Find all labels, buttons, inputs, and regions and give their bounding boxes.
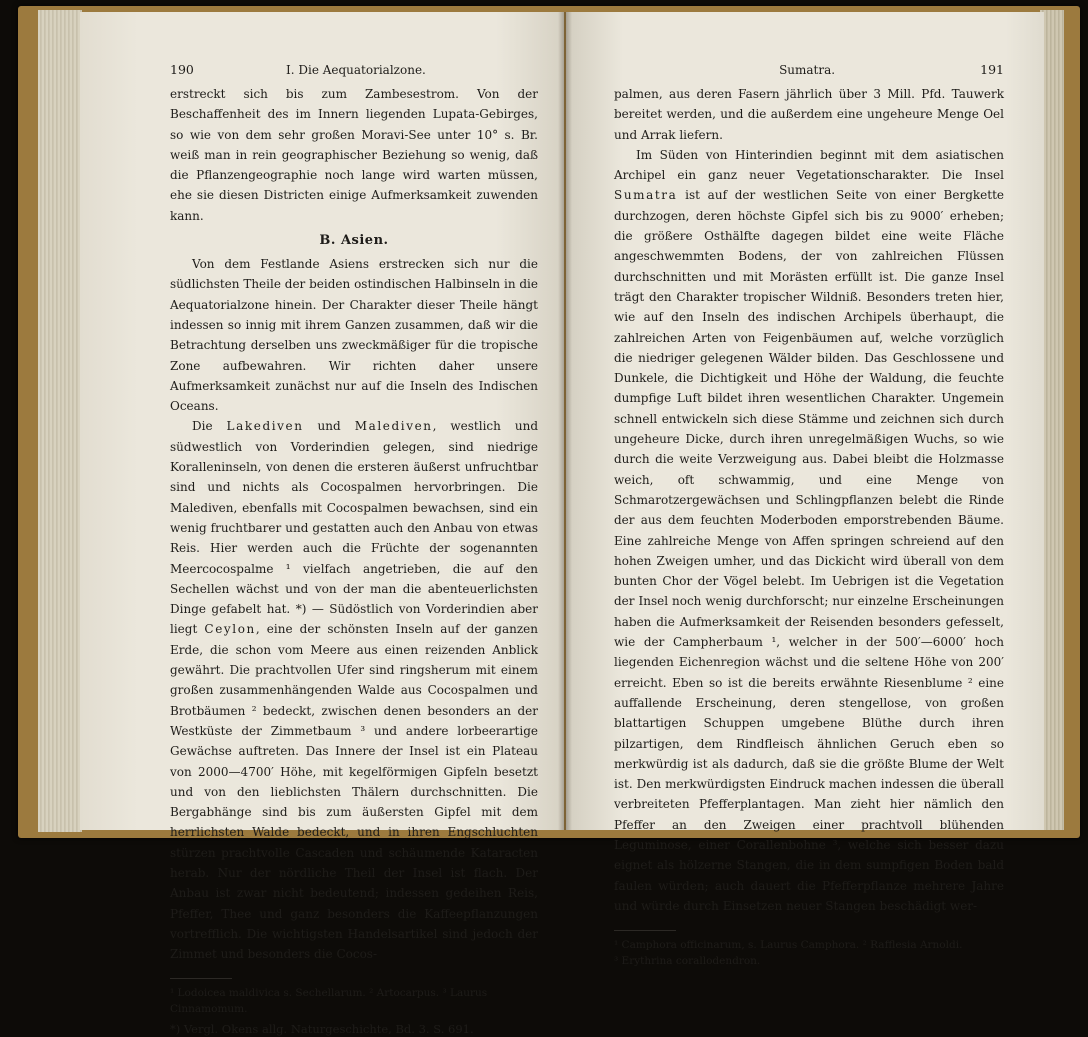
right-footnote-2: ³ Erythrina corallodendron. [614, 955, 761, 968]
left-paragraph-2: Von dem Festlande Asiens erstrecken sich nur die südlichsten Theile der beiden ostindischen Halbinseln in die Aequatorialzone hinein. Der Charakter dieser Theile hängt indessen so innig mit ihrem Ganzen zusammen, daß wir die Betrachtung derselben uns zweckmäßiger für die tropische Zone aufbewahren. Wir richten daher unsere Aufmerksamkeit zunächst nur auf die Inseln des Indischen Oceans. [170, 257, 538, 414]
right-footnote-1: ¹ Camphora officinarum, s. Laurus Camphora. ² Rafflesia Arnoldi. [614, 939, 963, 952]
term-ceylon: Ceylon [204, 622, 256, 637]
text-run: , eine der schönsten Inseln auf der ganzen Erde, die schon vom Meere aus einen reizenden Anblick gewährt. Die prachtvollen Ufer sind ringsherum mit einem großen zusammenhängenden Walde aus Cocospalmen und Brotbäumen ² bedeckt, zwischen denen besonders an der Westküste der Zimmetbaum ³ und andere lorbeerartige Gewächse auftreten. Das Innere der Insel ist ein Plateau von 2000—4700′ Höhe, mit kegelförmigen Gipfeln besetzt und von den lieblichsten Thälern durchschnitten. Die Bergabhänge sind bis zum äußersten Gipfel mit dem herrlichsten Walde bedeckt, und in ihren Engschluchten stürzen prachtvolle Cascaden und schäumende Kataracten herab. Nur der nördliche Theil der Insel ist flach. Der Anbau ist zwar nicht bedeutend; indessen gedeihen Reis, Pfeffer, Thee und ganz besonders die Kaffeepflanzungen vortrefflich. Die wichtigsten Handelsartikel sind jedoch der Zimmet und besonders die Cocos- [170, 622, 538, 962]
right-running-head: Sumatra. [779, 63, 836, 77]
right-paragraph-2 [614, 145, 1004, 916]
left-page-number: 190 [170, 62, 194, 77]
book-gutter [558, 12, 572, 830]
page-edges-left [38, 10, 82, 832]
section-heading-asien: B. Asien. [319, 233, 389, 249]
left-footnote-star: *) Vergl. Okens allg. Naturgeschichte, Bd. 3. S. 691. [170, 1022, 474, 1037]
right-page-header [614, 62, 1004, 84]
left-paragraph-1: erstreckt sich bis zum Zambesestrom. Von der Beschaffenheit des im Innern liegenden Lupata-Gebirges, so wie von dem sehr großen Moravi-See unter 10° s. Br. weiß man in rein geographischer Beziehung so wenig, daß die Pflanzengeographie noch lange wird warten müssen, ehe sie diesen Districten einige Aufmerksamkeit zuwenden kann. [170, 87, 538, 223]
text-run: Im Süden von Hinterindien beginnt mit dem asiatischen Archipel ein ganz neuer Vegetationscharakter. Die Insel [614, 147, 1004, 183]
term-sumatra: Sumatra [614, 188, 678, 203]
left-paragraph-3 [170, 416, 538, 964]
right-page-body [614, 84, 1004, 916]
text-run: und [303, 419, 355, 434]
text-run: , westlich und südwestlich von Vorderindien gelegen, sind niedrige Koralleninseln, von denen die ersteren äußerst unfruchtbar sind und nichts als Cocospalmen hervorbringen. Die Malediven, ebenfalls mit Cocospalmen bewachsen, sind ein wenig fruchtbarer und gestatten auch den Anbau von etwas Reis. Hier werden auch die Früchte der sogenannten Meercocospalme ¹ vielfach angetrieben, die auf den Sechellen wächst und von der man die abenteuerlichsten Dinge gefabelt hat. *) — Südöstlich von Vorderindien aber liegt [170, 419, 539, 637]
right-page-number: 191 [980, 62, 1004, 77]
right-paragraph-1: palmen, aus deren Fasern jährlich über 3 Mill. Pfd. Tauwerk bereitet werden, und die außerdem eine ungeheure Menge Oel und Arrak liefern. [614, 87, 1004, 142]
left-page [80, 12, 564, 1037]
text-run: Die [192, 419, 227, 434]
left-page-header [170, 62, 538, 84]
left-page-body [170, 84, 538, 964]
left-running-head: I. Die Aequatorialzone. [285, 63, 426, 77]
term-lakediven: Lakediven [226, 419, 304, 434]
footnote-rule-left [170, 978, 232, 979]
left-footnote-1: ¹ Lodoicea maldivica s. Sechellarum. ² Artocarpus. ³ Laurus Cinnamomum. [170, 987, 488, 1016]
term-malediven: Malediven [354, 419, 433, 434]
right-page [566, 12, 1044, 968]
footnote-rule-right [614, 930, 676, 931]
text-run: ist auf der westlichen Seite von einer Bergkette durchzogen, deren höchste Gipfel sich bis zu 9000′ erheben; die größere Osthälfte dagegen bildet eine weite Fläche angeschwemmten Bodens, der von zahlreichen Flüssen durchschnitten und mit Morästen erfüllt ist. Die ganze Insel trägt den Charakter tropischer Wildniß. Besonders treten hier, wie auf den Inseln des indischen Archipels überhaupt, die zahlreichen Arten von Feigenbäumen auf, welche vorzüglich die niedriger gelegenen Wälder bilden. Das Geschlossene und Dunkele, die Dichtigkeit und Höhe der Waldung, die feuchte dumpfige Luft bildet ihren wesentlichen Charakter. Ungemein schnell entwickeln sich diese Stämme und zeichnen sich durch ungeheure Dicke, durch ihren unregelmäßigen Wuchs, so wie durch die weite Verzweigung aus. Dabei bleibt die Holzmasse weich, oft schwammig, und eine Menge von Schmarotzergewächsen und Schlingpflanzen belebt die Rinde der aus dem feuchten Moderboden emporstrebenden Bäume. Eine zahlreiche Menge von Affen springen schreiend auf den hohen Zweigen umher, und das Dickicht wird überall von dem bunten Chor der Vögel belebt. Im Uebrigen ist die Vegetation der Insel noch wenig durchforscht; nur einzelne Erscheinungen haben die Aufmerksamkeit der Reisenden besonders gefesselt, wie der Campherbaum ¹, welcher in der 500′—6000′ hoch liegenden Eichenregion wächst und die seltene Höhe von 200′ erreicht. Eben so ist die bereits erwähnte Riesenblume ² eine auffallende Erscheinung, deren stengellose, von großen blattartigen Schuppen umgebene Blüthe durch ihren pilzartigen, dem Rindfleisch ähnlichen Geruch eben so merkwürdig ist als dadurch, daß sie die größte Blume der Welt ist. Den merkwürdigsten Eindruck machen indessen die überall verbreiteten Pfefferplantagen. Man zieht hier nämlich den Pfeffer an den Zweigen einer prachtvoll blühenden Leguminose, einer Corallenbohne ³, welche sich besser dazu eignet als hölzerne Stangen, die in dem sumpfigen Boden bald faulen würden; auch dauert die Pfefferpflanze mehrere Jahre und würde durch Einsetzen neuer Stangen beschädigt wer- [614, 188, 1004, 913]
